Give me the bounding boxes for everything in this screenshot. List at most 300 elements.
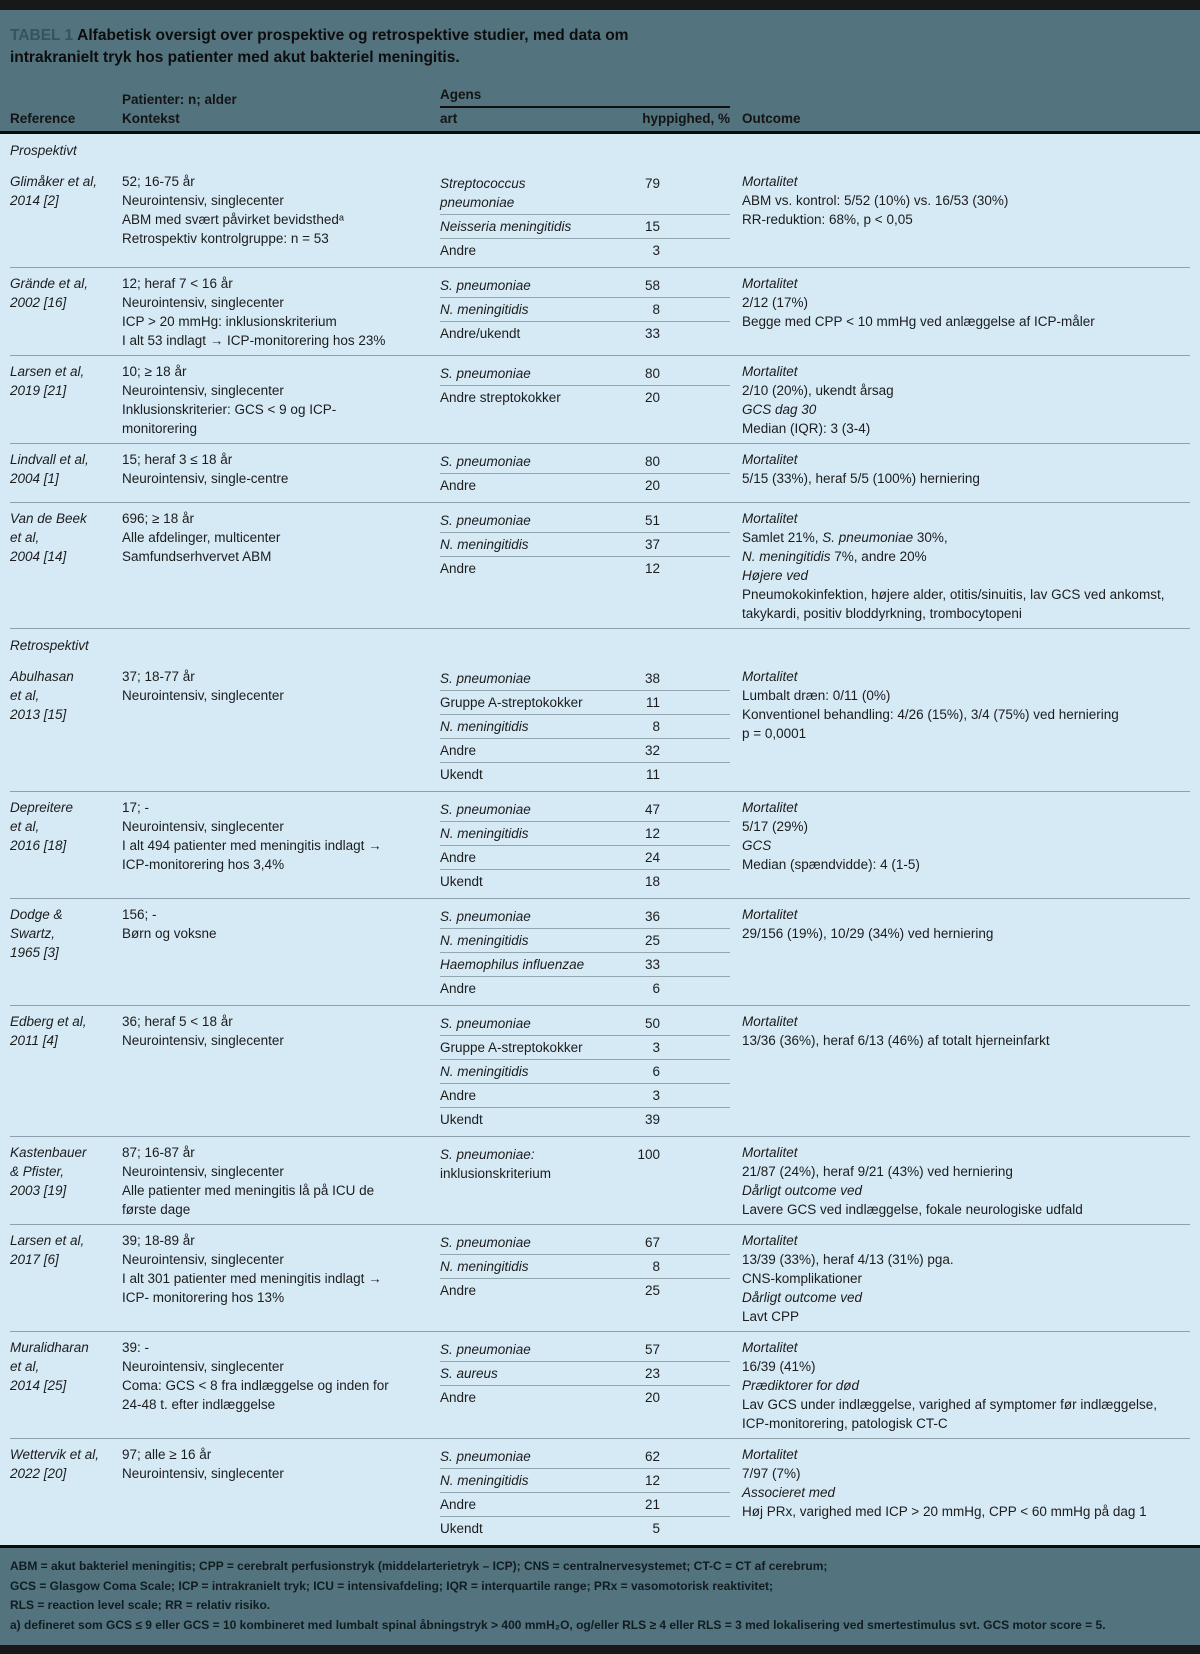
text-line: Mortalitet: [742, 800, 798, 815]
text-line: 52; 16-75 år: [122, 174, 195, 189]
agens-entry: [440, 450, 730, 474]
table-title: [0, 10, 684, 83]
agens-frequency: 8: [652, 302, 660, 317]
text-line: 156; -: [122, 907, 157, 922]
agens-entry: [440, 846, 730, 870]
agens-cell: [440, 905, 730, 1000]
agens-species: Neisseria meningitidis: [440, 219, 572, 234]
agens-frequency: 79: [644, 176, 660, 191]
agens-entry: [440, 929, 730, 953]
agens-frequency: 3: [652, 1088, 660, 1103]
patients-context-cell: [122, 172, 440, 262]
agens-species: S. pneumoniae: [440, 802, 531, 817]
agens-entry: [440, 822, 730, 846]
study-row: [10, 443, 1190, 502]
text-line: ICP-monitorering hos 3,4%: [122, 857, 285, 872]
text-line: GCS: [742, 838, 772, 853]
text-line: 10; ≥ 18 år: [122, 364, 187, 379]
text-line: RR-reduktion: 68%, p < 0,05: [742, 212, 913, 227]
agens-species: Andre: [440, 1088, 477, 1103]
text-line: ABM vs. kontrol: 5/52 (10%) vs. 16/53 (30%): [742, 193, 1009, 208]
agens-frequency: 6: [652, 981, 660, 996]
table-body: [0, 134, 1200, 1545]
agens-species: Andre: [440, 850, 477, 865]
agens-frequency: 62: [644, 1449, 660, 1464]
agens-underline: [440, 106, 730, 108]
study-row: [10, 267, 1190, 355]
text-line: 2013 [15]: [10, 707, 67, 722]
text-line: Lavt CPP: [742, 1309, 800, 1324]
text-line: takykardi, positiv bloddyrkning, trombocytopeni: [742, 606, 1022, 621]
agens-entry: [440, 362, 730, 386]
patients-context-cell: [122, 1445, 440, 1540]
bottom-border-bar: [0, 1645, 1200, 1654]
agens-entry: [440, 274, 730, 298]
reference-cell: [10, 1143, 122, 1219]
text-line: Neurointensiv, singlecenter: [122, 1252, 284, 1267]
text-line: 97; alle ≥ 16 år: [122, 1447, 212, 1462]
text-line: Dårligt outcome ved: [742, 1290, 863, 1305]
text-line: Swartz,: [10, 926, 56, 941]
agens-entry: [440, 1036, 730, 1060]
text-line: CNS-komplikationer: [742, 1271, 863, 1286]
patients-context-cell: [122, 667, 440, 786]
agens-species: N. meningitidis: [440, 1259, 529, 1274]
reference-cell: [10, 1445, 122, 1540]
agens-species: S. pneumoniae: [440, 278, 531, 293]
text-line: 21/87 (24%), heraf 9/21 (43%) ved herniering: [742, 1164, 1013, 1179]
text-line: Begge med CPP < 10 mmHg ved anlæggelse af ICP-måler: [742, 314, 1095, 329]
agens-species: Ukendt: [440, 874, 483, 889]
text-line: Mortalitet: [742, 511, 798, 526]
reference-cell: [10, 362, 122, 438]
agens-frequency: 3: [652, 1040, 660, 1055]
text-line: Grände et al,: [10, 276, 89, 291]
text-line: Alle afdelinger, multicenter: [122, 530, 281, 545]
agens-frequency: 38: [644, 671, 660, 686]
agens-frequency: 33: [644, 957, 660, 972]
agens-entry: [440, 1386, 730, 1409]
text-line: Neurointensiv, singlecenter: [122, 1033, 284, 1048]
agens-species: Ukendt: [440, 767, 483, 782]
agens-frequency: 15: [644, 219, 660, 234]
outcome-cell: [730, 1143, 1190, 1219]
agens-species: S. pneumoniae: [440, 1342, 531, 1357]
agens-entry: [440, 763, 730, 786]
text-line: Mortalitet: [742, 907, 798, 922]
text-line: Lav GCS under indlæggelse, varighed af symptomer før indlæggelse,: [742, 1397, 1157, 1412]
agens-frequency: 20: [644, 390, 660, 405]
text-line: Abulhasan: [10, 669, 74, 684]
text-line: 2/12 (17%): [742, 295, 809, 310]
agens-entry: [440, 1362, 730, 1386]
study-row: [10, 1136, 1190, 1224]
text-line: Prædiktorer for død: [742, 1378, 860, 1393]
reference-cell: [10, 798, 122, 893]
header-patients-kontekst: [122, 90, 440, 131]
agens-frequency: 36: [644, 909, 660, 924]
agens-cell: [440, 450, 730, 497]
text-line: 13/39 (33%), heraf 4/13 (31%) pga.: [742, 1252, 954, 1267]
text-line: Neurointensiv, singlecenter: [122, 383, 284, 398]
section-label: Prospektivt: [10, 143, 77, 158]
text-line: ABM med svært påvirket bevidsthedᵃ: [122, 212, 344, 227]
column-header-row: [0, 83, 1200, 131]
agens-entry: [440, 1108, 730, 1131]
agens-entry: [440, 1338, 730, 1362]
text-line: ICP-monitorering, patologisk CT-C: [742, 1416, 948, 1431]
agens-frequency: 12: [644, 1473, 660, 1488]
text-line: Mortalitet: [742, 452, 798, 467]
footnote-line: a) defineret som GCS ≤ 9 eller GCS = 10 kombineret med lumbalt spinal åbningstryk > 400 mmH₂O, og/eller RLS ≥ 4 eller RLS = 3 med lokalisering ved smertestimulus svt. GCS motor score = 5.: [10, 1617, 1106, 1632]
text-line: 2004 [14]: [10, 549, 67, 564]
agens-frequency: 8: [652, 1259, 660, 1274]
text-line: Larsen et al,: [10, 364, 85, 379]
text-line: Kastenbauer: [10, 1145, 87, 1160]
text-line: ICP > 20 mmHg: inklusionskriterium: [122, 314, 337, 329]
text-line: Neurointensiv, singlecenter: [122, 1466, 284, 1481]
agens-cell: [440, 362, 730, 438]
agens-entry: [440, 215, 730, 239]
agens-frequency: 58: [644, 278, 660, 293]
text-line: første dage: [122, 1202, 191, 1217]
text-line: 2011 [4]: [10, 1033, 58, 1048]
agens-species: Andre streptokokker: [440, 390, 561, 405]
agens-species: S. pneumoniae: [440, 513, 531, 528]
text-line: Dodge &: [10, 907, 63, 922]
outcome-cell: [730, 667, 1190, 786]
footnote-line: ABM = akut bakteriel meningitis; CPP = cerebralt perfusionstryk (middelarterietryk – ICP); CNS = centralnervesystemet; CT-C = CT af cerebrum;: [10, 1559, 828, 1573]
text-line: Mortalitet: [742, 1014, 798, 1029]
text-line: et al,: [10, 530, 40, 545]
text-line: 2003 [19]: [10, 1183, 67, 1198]
agens-cell: [440, 1143, 730, 1219]
text-line: N. meningitidis 7%, andre 20%: [742, 549, 927, 564]
reference-cell: [10, 274, 122, 350]
header-agens-subrow: [440, 109, 730, 131]
text-line: Neurointensiv, single-centre: [122, 471, 289, 486]
study-row: [10, 502, 1190, 628]
agens-species: [440, 1145, 608, 1183]
patients-context-cell: [122, 1231, 440, 1326]
text-line: Mortalitet: [742, 1233, 798, 1248]
text-line: 39; 18-89 år: [122, 1233, 195, 1248]
reference-cell: [10, 1012, 122, 1131]
agens-species: Andre: [440, 743, 477, 758]
agens-species: S. pneumoniae: [440, 454, 531, 469]
text-line: Mortalitet: [742, 1447, 798, 1462]
text-line: et al,: [10, 688, 40, 703]
text-line: 2002 [16]: [10, 295, 67, 310]
study-row: [10, 661, 1190, 791]
agens-species: Andre: [440, 478, 477, 493]
agens-frequency: 20: [644, 478, 660, 493]
patients-context-cell: [122, 905, 440, 1000]
text-line: Neurointensiv, singlecenter: [122, 1359, 284, 1374]
study-row: [10, 1331, 1190, 1438]
text-line: Neurointensiv, singlecenter: [122, 819, 284, 834]
text-line: Median (spændvidde): 4 (1-5): [742, 857, 920, 872]
reference-cell: [10, 509, 122, 623]
agens-entry: [440, 509, 730, 533]
text-line: Larsen et al,: [10, 1233, 85, 1248]
agens-frequency: 11: [645, 695, 660, 710]
agens-entry: [440, 739, 730, 763]
footnotes: [0, 1548, 1200, 1645]
agens-frequency: 23: [644, 1366, 660, 1381]
text-line: Neurointensiv, singlecenter: [122, 688, 284, 703]
text-line: Alle patienter med meningitis lå på ICU de: [122, 1183, 375, 1198]
agens-species: N. meningitidis: [440, 933, 529, 948]
text-line: GCS dag 30: [742, 402, 817, 417]
agens-entry: [440, 1231, 730, 1255]
agens-species: Andre: [440, 1497, 477, 1512]
agens-entry: [440, 239, 730, 262]
text-line: et al,: [10, 819, 40, 834]
text-line: ICP- monitorering hos 13%: [122, 1290, 285, 1305]
top-border-bar: [0, 0, 1200, 10]
study-row: [10, 898, 1190, 1005]
outcome-cell: [730, 798, 1190, 893]
text-line: Mortalitet: [742, 364, 798, 379]
agens-cell: [440, 798, 730, 893]
header-patients: Patienter: n; alder: [122, 92, 237, 107]
agens-entry: [440, 715, 730, 739]
outcome-cell: [730, 905, 1190, 1000]
text-line: 37; 18-77 år: [122, 669, 195, 684]
agens-entry: [440, 1012, 730, 1036]
agens-entry: [440, 1469, 730, 1493]
agens-entry: [440, 1084, 730, 1108]
agens-frequency: 47: [644, 802, 660, 817]
agens-frequency: 100: [637, 1147, 660, 1162]
agens-entry: [440, 977, 730, 1000]
text-line: Mortalitet: [742, 276, 798, 291]
text-line: Børn og voksne: [122, 926, 217, 941]
text-line: 13/36 (36%), heraf 6/13 (46%) af totalt hjerneinfarkt: [742, 1033, 1050, 1048]
text-line: Mortalitet: [742, 669, 798, 684]
outcome-cell: [730, 1338, 1190, 1433]
agens-entry: [440, 1493, 730, 1517]
outcome-cell: [730, 362, 1190, 438]
text-line: Pneumokokinfektion, højere alder, otitis/sinuitis, lav GCS ved ankomst,: [742, 587, 1165, 602]
text-line: Lavere GCS ved indlæggelse, fokale neurologiske udfald: [742, 1202, 1083, 1217]
text-line: Lindvall et al,: [10, 452, 89, 467]
text-line: Van de Beek: [10, 511, 87, 526]
agens-entry: [440, 953, 730, 977]
agens-entry: [440, 1143, 730, 1185]
patients-context-cell: [122, 1143, 440, 1219]
agens-species: N. meningitidis: [440, 1473, 529, 1488]
text-line: 24-48 t. efter indlæggelse: [122, 1397, 276, 1412]
agens-species: Andre: [440, 561, 477, 576]
section-label: Retrospektivt: [10, 638, 89, 653]
study-row: [10, 1224, 1190, 1331]
agens-frequency: 18: [644, 874, 660, 889]
agens-species: Gruppe A-streptokokker: [440, 1040, 583, 1055]
agens-species: N. meningitidis: [440, 1064, 529, 1079]
agens-species: S. aureus: [440, 1366, 498, 1381]
outcome-cell: [730, 274, 1190, 350]
text-line: 5/15 (33%), heraf 5/5 (100%) herniering: [742, 471, 980, 486]
agens-entry: [440, 905, 730, 929]
table-title-text: Alfabetisk oversigt over prospektive og retrospektive studier, med data om intrakranielt tryk hos patienter med akut bakteriel meningitis.: [10, 27, 629, 66]
agens-species: Streptococcus pneumoniae: [440, 176, 526, 210]
text-line: et al,: [10, 1359, 40, 1374]
header-art: art: [440, 111, 458, 126]
header-outcome: Outcome: [742, 111, 801, 126]
patients-context-cell: [122, 798, 440, 893]
text-line: Konventionel behandling: 4/26 (15%), 3/4 (75%) ved herniering: [742, 707, 1119, 722]
text-line: S. pneumoniae:: [440, 1147, 535, 1162]
study-row: [10, 791, 1190, 898]
agens-frequency: 3: [652, 243, 660, 258]
study-row: [10, 1005, 1190, 1136]
outcome-cell: [730, 1012, 1190, 1131]
agens-entry: [440, 298, 730, 322]
agens-entry: [440, 870, 730, 893]
text-line: 7/97 (7%): [742, 1466, 801, 1481]
agens-species: Gruppe A-streptokokker: [440, 695, 583, 710]
agens-cell: [440, 172, 730, 262]
agens-species: S. pneumoniae: [440, 909, 531, 924]
text-line: I alt 53 indlagt → ICP-monitorering hos 23%: [122, 333, 386, 348]
study-row: [10, 355, 1190, 443]
reference-cell: [10, 1338, 122, 1433]
text-line: 39: -: [122, 1340, 150, 1355]
agens-cell: [440, 274, 730, 350]
agens-frequency: 12: [644, 561, 660, 576]
text-line: Coma: GCS < 8 fra indlæggelse og inden for: [122, 1378, 389, 1393]
agens-frequency: 21: [644, 1497, 660, 1512]
agens-frequency: 25: [644, 1283, 660, 1298]
agens-species: S. pneumoniae: [440, 1449, 531, 1464]
agens-frequency: 33: [644, 326, 660, 341]
outcome-cell: [730, 509, 1190, 623]
agens-cell: [440, 1445, 730, 1540]
patients-context-cell: [122, 274, 440, 350]
reference-cell: [10, 450, 122, 497]
table-section: [10, 628, 1190, 1545]
text-line: 696; ≥ 18 år: [122, 511, 194, 526]
text-line: inklusionskriterium: [440, 1166, 552, 1181]
text-line: 17; -: [122, 800, 150, 815]
text-line: I alt 494 patienter med meningitis indlagt →: [122, 838, 382, 853]
header-agens-label: Agens: [440, 87, 482, 102]
agens-entry: [440, 691, 730, 715]
header-hyppighed: hyppighed, %: [642, 111, 730, 126]
text-line: 87; 16-87 år: [122, 1145, 195, 1160]
agens-frequency: 80: [644, 454, 660, 469]
agens-entry: [440, 1060, 730, 1084]
table-number-tag: TABEL 1: [10, 27, 74, 44]
agens-species: N. meningitidis: [440, 719, 529, 734]
agens-species: N. meningitidis: [440, 302, 529, 317]
agens-cell: [440, 509, 730, 623]
agens-entry: [440, 557, 730, 580]
text-line: Mortalitet: [742, 174, 798, 189]
agens-entry: [440, 1255, 730, 1279]
text-line: 2004 [1]: [10, 471, 59, 486]
agens-frequency: 25: [644, 933, 660, 948]
reference-cell: [10, 667, 122, 786]
agens-cell: [440, 1338, 730, 1433]
agens-frequency: 8: [652, 719, 660, 734]
agens-species: S. pneumoniae: [440, 1235, 531, 1250]
text-line: Glimåker et al,: [10, 174, 98, 189]
text-line: Høj PRx, varighed med ICP > 20 mmHg, CPP < 60 mmHg på dag 1: [742, 1504, 1147, 1519]
text-line: Wettervik et al,: [10, 1447, 100, 1462]
reference-cell: [10, 1231, 122, 1326]
agens-entry: [440, 172, 730, 215]
text-line: Edberg et al,: [10, 1014, 87, 1029]
agens-entry: [440, 1517, 730, 1540]
agens-species: Andre: [440, 243, 477, 258]
agens-entry: [440, 1279, 730, 1302]
agens-frequency: 67: [644, 1235, 660, 1250]
agens-frequency: 39: [644, 1112, 660, 1127]
text-line: 29/156 (19%), 10/29 (34%) ved herniering: [742, 926, 994, 941]
agens-frequency: 12: [644, 826, 660, 841]
footnote-line: RLS = reaction level scale; RR = relativ risiko.: [10, 1598, 271, 1612]
agens-species: S. pneumoniae: [440, 366, 531, 381]
reference-cell: [10, 172, 122, 262]
reference-cell: [10, 905, 122, 1000]
patients-context-cell: [122, 1012, 440, 1131]
agens-species: Andre: [440, 1390, 477, 1405]
text-line: 12; heraf 7 < 16 år: [122, 276, 233, 291]
agens-species: Ukendt: [440, 1112, 483, 1127]
text-line: 16/39 (41%): [742, 1359, 816, 1374]
header-agens-group: [440, 85, 730, 131]
agens-cell: [440, 1012, 730, 1131]
table-section: [10, 134, 1190, 628]
text-line: 2016 [18]: [10, 838, 67, 853]
text-line: 2022 [20]: [10, 1466, 67, 1481]
header-reference: Reference: [10, 111, 76, 126]
text-line: I alt 301 patienter med meningitis indlagt →: [122, 1271, 382, 1286]
text-line: Inklusionskriterier: GCS < 9 og ICP-: [122, 402, 337, 417]
text-line: 5/17 (29%): [742, 819, 809, 834]
agens-cell: [440, 667, 730, 786]
text-line: Depreitere: [10, 800, 74, 815]
text-line: Neurointensiv, singlecenter: [122, 193, 284, 208]
text-line: Retrospektiv kontrolgruppe: n = 53: [122, 231, 329, 246]
text-line: p = 0,0001: [742, 726, 807, 741]
text-line: Samlet 21%, S. pneumoniae 30%,: [742, 530, 948, 545]
patients-context-cell: [122, 362, 440, 438]
text-line: Lumbalt dræn: 0/11 (0%): [742, 688, 891, 703]
text-line: Højere ved: [742, 568, 809, 583]
agens-frequency: 5: [652, 1521, 660, 1536]
text-line: & Pfister,: [10, 1164, 65, 1179]
patients-context-cell: [122, 1338, 440, 1433]
agens-species: Haemophilus influenzae: [440, 957, 585, 972]
text-line: Mortalitet: [742, 1340, 798, 1355]
text-line: 15; heraf 3 ≤ 18 år: [122, 452, 233, 467]
agens-entry: [440, 474, 730, 497]
agens-frequency: 51: [644, 513, 660, 528]
agens-entry: [440, 533, 730, 557]
text-line: monitorering: [122, 421, 198, 436]
text-line: 2019 [21]: [10, 383, 67, 398]
outcome-cell: [730, 1231, 1190, 1326]
text-line: 2/10 (20%), ukendt årsag: [742, 383, 894, 398]
agens-entry: [440, 667, 730, 691]
outcome-cell: [730, 450, 1190, 497]
text-line: Muralidharan: [10, 1340, 89, 1355]
agens-species: S. pneumoniae: [440, 1016, 531, 1031]
